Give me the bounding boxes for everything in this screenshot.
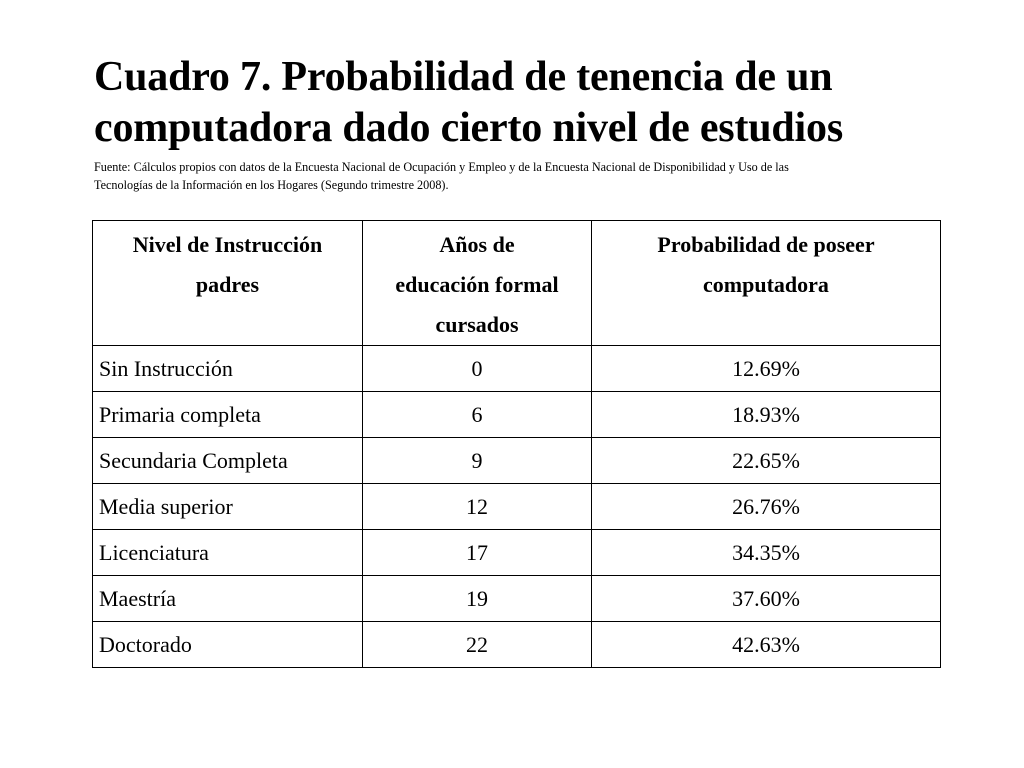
table-row	[93, 484, 941, 530]
header-text: Nivel de Instrucción	[132, 232, 323, 257]
cell-probability: 18.93%	[592, 392, 941, 438]
cell-years: 6	[363, 392, 592, 438]
cell-years: 19	[363, 576, 592, 622]
cell-probability: 12.69%	[592, 346, 941, 392]
cell-level: Licenciatura	[93, 530, 363, 576]
cell-level: Maestría	[93, 576, 363, 622]
header-probability	[592, 221, 941, 346]
cell-level: Sin Instrucción	[93, 346, 363, 392]
table-row	[93, 576, 941, 622]
cell-probability: 22.65%	[592, 438, 941, 484]
header-text: padres	[195, 272, 260, 297]
header-text: Años de	[439, 232, 515, 257]
header-text: computadora	[703, 272, 829, 297]
title-line-1: Cuadro 7. Probabilidad de tenencia de un	[94, 54, 833, 100]
header-text: educación formal	[395, 272, 559, 297]
table-row	[93, 346, 941, 392]
cell-level: Secundaria Completa	[93, 438, 363, 484]
cell-probability: 26.76%	[592, 484, 941, 530]
table-row	[93, 530, 941, 576]
cell-years: 17	[363, 530, 592, 576]
cell-probability: 42.63%	[592, 622, 941, 668]
table-row	[93, 392, 941, 438]
source-line-2: Tecnologías de la Información en los Hogares (Segundo trimestre 2008).	[94, 178, 449, 192]
header-text: cursados	[435, 312, 519, 337]
cell-level: Doctorado	[93, 622, 363, 668]
table-row	[93, 438, 941, 484]
header-text: Probabilidad de poseer	[657, 232, 875, 257]
cell-years: 0	[363, 346, 592, 392]
cell-probability: 34.35%	[592, 530, 941, 576]
probability-table	[92, 220, 941, 668]
cell-level: Media superior	[93, 484, 363, 530]
cell-years: 9	[363, 438, 592, 484]
cell-years: 12	[363, 484, 592, 530]
source-note	[94, 158, 974, 194]
title-line-2: computadora dado cierto nivel de estudios	[94, 105, 843, 151]
slide-title	[94, 52, 974, 154]
header-years-education	[363, 221, 592, 346]
cell-years: 22	[363, 622, 592, 668]
table-header-row	[93, 221, 941, 346]
cell-level: Primaria completa	[93, 392, 363, 438]
cell-probability: 37.60%	[592, 576, 941, 622]
source-line-1: Fuente: Cálculos propios con datos de la Encuesta Nacional de Ocupación y Empleo y de la Encuesta Nacional de Disponibilidad y Uso de las	[94, 160, 789, 174]
header-education-level	[93, 221, 363, 346]
table-row	[93, 622, 941, 668]
